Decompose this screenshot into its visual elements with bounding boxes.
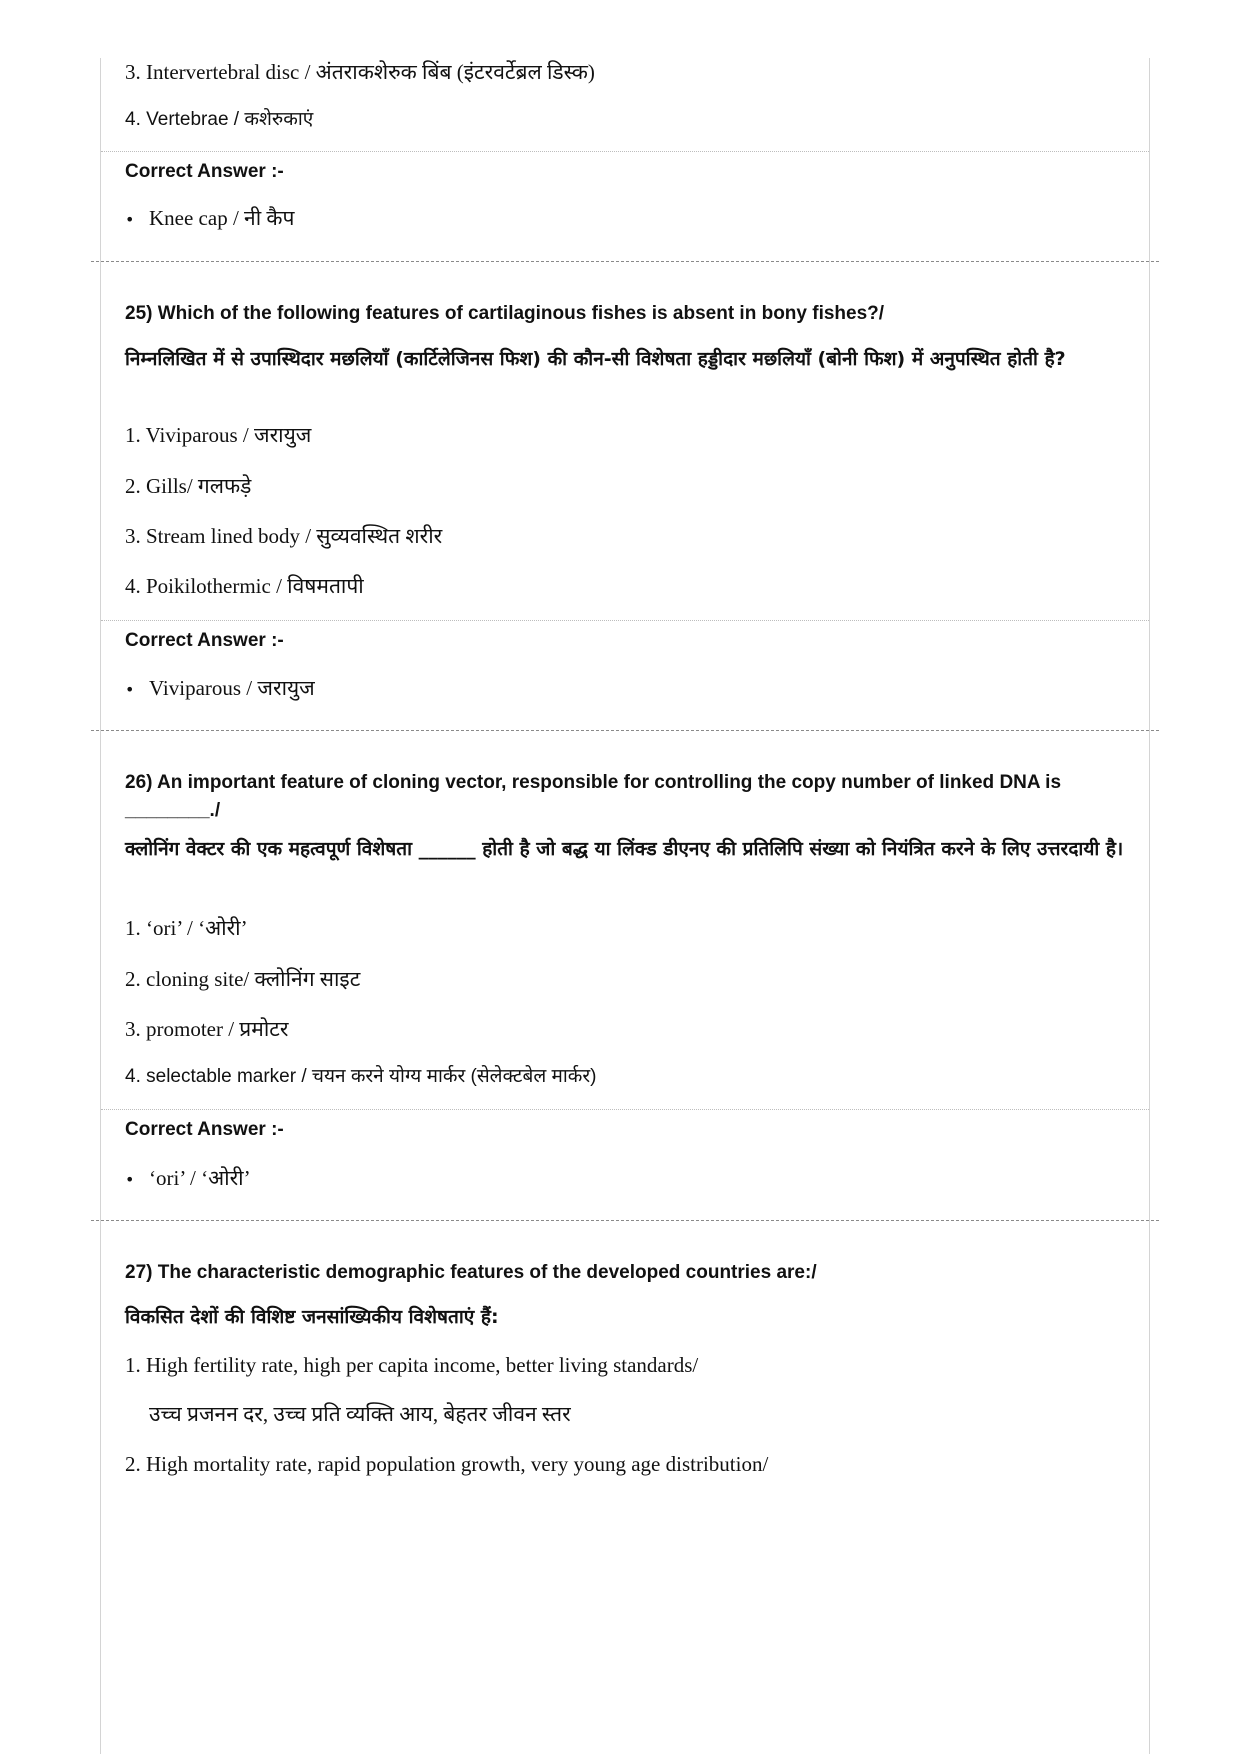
option-4: 4. selectable marker / चयन करने योग्य मार्कर (सेलेक्टबेल मार्कर) [125,1066,597,1087]
question-27-english: 27) The characteristic demographic features of the developed countries are:/ [125,1262,817,1283]
question-25-english: 25) Which of the following features of cartilaginous fishes is absent in bony fishes?/ [125,303,885,324]
divider [101,1109,1149,1110]
question-separator [91,730,1159,731]
correct-answer-label: Correct Answer :- [125,630,284,651]
bullet: • [125,210,135,229]
correct-answer [125,1164,1125,1194]
option-2: 2. High mortality rate, rapid population growth, very young age distribution/ [125,1452,769,1476]
question-separator [91,1220,1159,1221]
option-1-hindi: उच्च प्रजनन दर, उच्च प्रति व्यक्ति आय, बेहतर जीवन स्तर [149,1402,571,1426]
bullet: • [125,680,135,699]
option-1: 1. Viviparous / जरायुज [125,423,312,447]
correct-answer-label: Correct Answer :- [125,161,284,182]
divider [101,151,1149,152]
option-4: 4. Vertebrae / कशेरुकाएं [125,109,314,130]
option-2: 2. Gills/ गलफड़े [125,474,252,498]
correct-answer [125,204,1125,234]
document-page [100,58,1150,1754]
option-3: 3. Intervertebral disc / अंतराकशेरुक बिंब (इंटरवर्टेब्रल डिस्क) [125,60,595,84]
question-26-english: 26) An important feature of cloning vector, responsible for controlling the copy number of linked DNA is ________./ [125,772,1062,821]
correct-answer-text: Knee cap / नी कैप [149,206,295,230]
option-4: 4. Poikilothermic / विषमतापी [125,574,364,598]
option-1: 1. High fertility rate, high per capita income, better living standards/ [125,1353,699,1377]
divider [101,620,1149,621]
option-3: 3. promoter / प्रमोटर [125,1017,289,1041]
correct-answer-text: ‘ori’ / ‘ओरी’ [149,1166,251,1190]
option-2: 2. cloning site/ क्लोनिंग साइट [125,967,361,991]
correct-answer [125,674,1125,704]
option-3: 3. Stream lined body / सुव्यवस्थित शरीर [125,524,443,548]
correct-answer-label: Correct Answer :- [125,1119,284,1140]
option-1: 1. ‘ori’ / ‘ओरी’ [125,916,248,940]
correct-answer-text: Viviparous / जरायुज [149,676,315,700]
question-25-hindi: निम्नलिखित में से उपास्थिदार मछलियाँ (कार्टिलेजिनस फिश) की कौन-सी विशेषता हड्डीदार मछलियाँ (बोनी फिश) में अनुपस्थित होती है? [125,348,1066,370]
question-separator [91,261,1159,262]
bullet: • [125,1170,135,1189]
question-27-hindi: विकसित देशों की विशिष्ट जनसांख्यिकीय विशेषताएं हैं: [125,1306,499,1328]
question-26-hindi: क्लोनिंग वेक्टर की एक महत्वपूर्ण विशेषता ______ होती है जो बद्ध या लिंक्ड डीएनए की प्रतिलिपि संख्या को नियंत्रित करने के लिए उत्तरदायी है। [125,838,1124,860]
